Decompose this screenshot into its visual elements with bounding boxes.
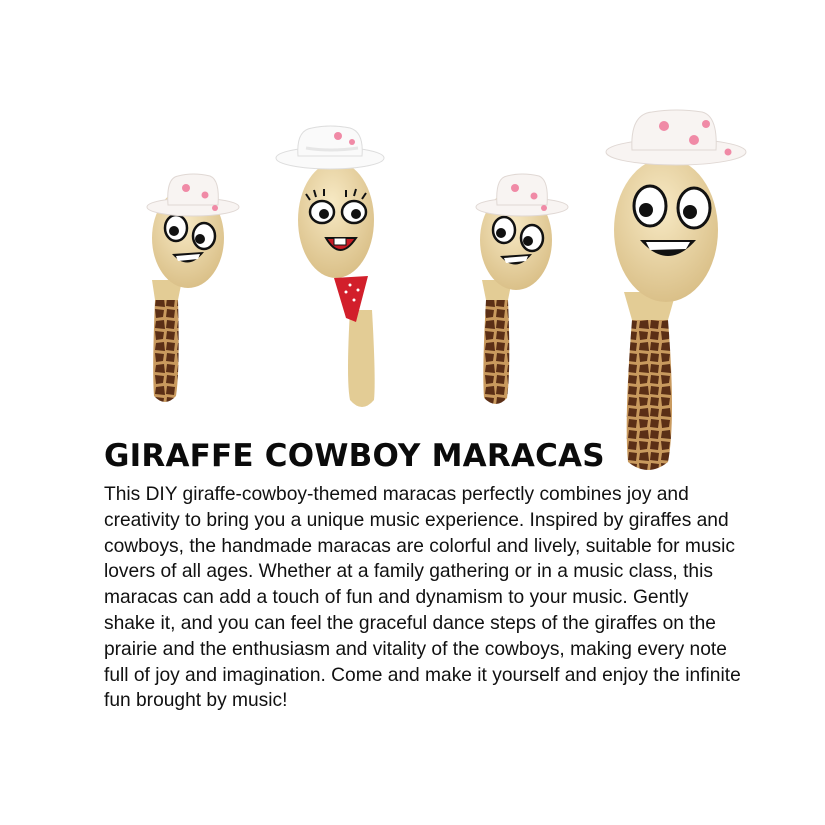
maraca-bandana-icon (276, 126, 384, 407)
product-description: This DIY giraffe-cowboy-themed maracas perfectly combines joy and creativity to bring you a unique music experience. Inspired by giraffes and cowboys, the handmade maracas are colorful and lively, suitable for music lovers of all ages. Whether at a family gathering or in a music class, this maracas can add a touch of fun and dynamism to your music. Gently shake it, and you can feel the graceful dance steps of the giraffes on the prairie and the enthusiasm and vitality of the cowboys, making every note full of joy and imagination. Come and make it yourself and enjoy the infinite fun brought by music! (104, 484, 741, 712)
maraca-giraffe-large-icon (606, 110, 746, 470)
maraca-giraffe-icon (476, 174, 568, 404)
maraca-giraffe-icon (147, 174, 239, 402)
product-title: GIRAFFE COWBOY MARACAS (104, 438, 605, 474)
